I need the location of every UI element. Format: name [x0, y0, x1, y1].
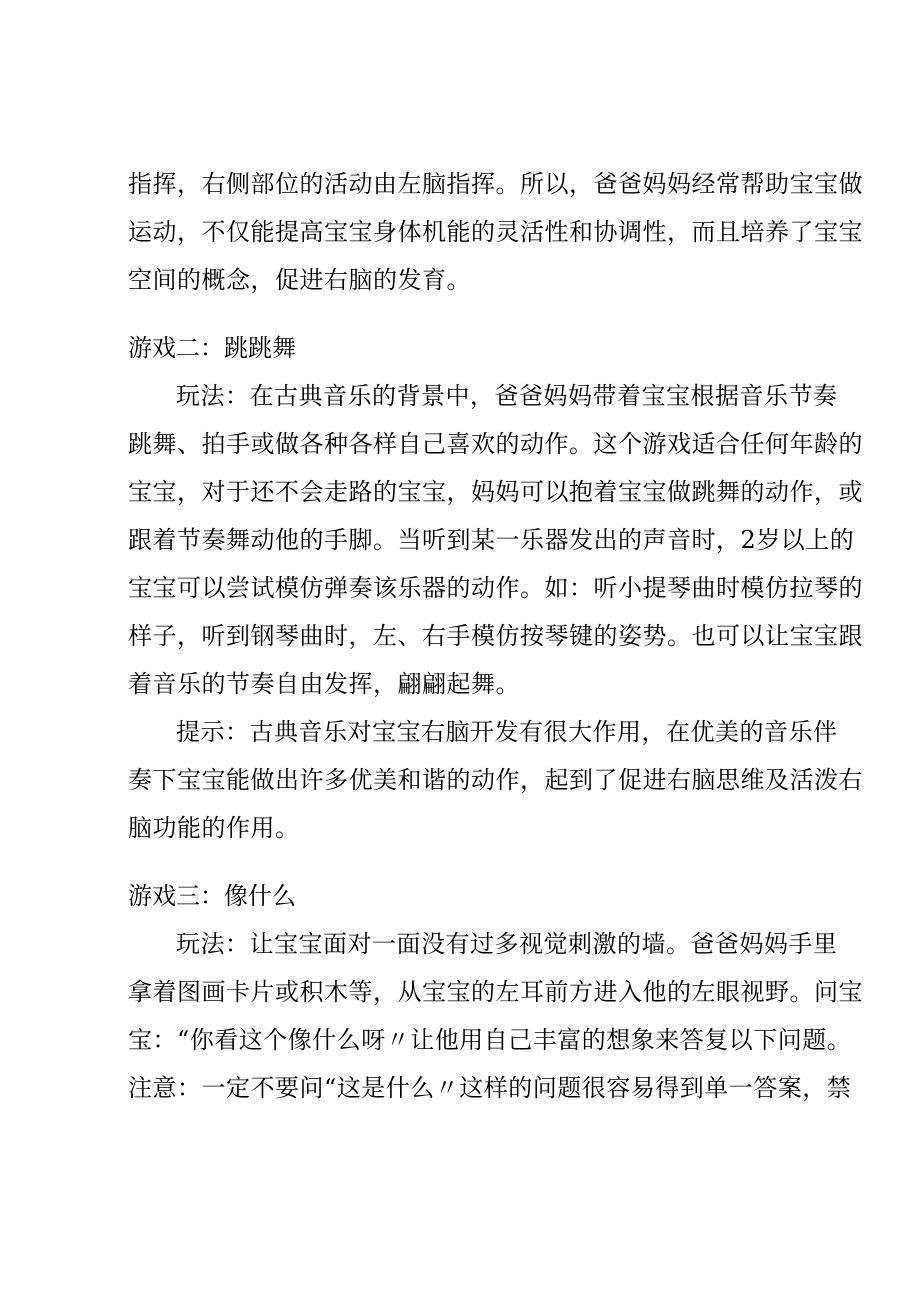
paragraph-line: 脑功能的作用。	[128, 814, 300, 842]
paragraph-line: 玩法：让宝宝面对一面没有过多视觉刺激的墙。爸爸妈妈手里	[176, 930, 838, 958]
paragraph-line: 指挥，右侧部位的活动由左脑指挥。所以，爸爸妈妈经常帮助宝宝做	[128, 170, 863, 198]
section-heading-game-2: 游戏二：跳跳舞	[128, 334, 296, 362]
paragraph-line: 样子，听到钢琴曲时，左、右手模仿按琴键的姿势。也可以让宝宝跟	[128, 622, 863, 650]
paragraph-line: 着音乐的节奏自由发挥，翩翩起舞。	[128, 670, 520, 698]
paragraph-line: 跳舞、拍手或做各种各样自己喜欢的动作。这个游戏适合任何年龄的	[128, 430, 863, 458]
paragraph-line: 宝宝可以尝试模仿弹奏该乐器的动作。如：听小提琴曲时模仿拉琴的	[128, 574, 863, 602]
paragraph-line: 空间的概念，促进右脑的发育。	[128, 266, 471, 294]
paragraph-line: 宝：“你看这个像什么呀〃让他用自己丰富的想象来答复以下问题。	[128, 1026, 852, 1054]
paragraph-line: 跟着节奏舞动他的手脚。当听到某一乐器发出的声音时，2岁以上的	[128, 526, 855, 554]
paragraph-line: 提示：古典音乐对宝宝右脑开发有很大作用，在优美的音乐伴	[176, 718, 838, 746]
paragraph-line: 奏下宝宝能做出许多优美和谐的动作，起到了促进右脑思维及活泼右	[128, 766, 863, 794]
paragraph-line: 宝宝，对于还不会走路的宝宝，妈妈可以抱着宝宝做跳舞的动作，或	[128, 478, 863, 506]
paragraph-line: 注意：一定不要问“这是什么〃这样的问题很容易得到单一答案，禁	[128, 1074, 852, 1102]
paragraph-line: 拿着图画卡片或积木等，从宝宝的左耳前方进入他的左眼视野。问宝	[128, 978, 863, 1006]
paragraph-line: 运动，不仅能提高宝宝身体机能的灵活性和协调性，而且培养了宝宝	[128, 218, 863, 246]
paragraph-line: 玩法：在古典音乐的背景中，爸爸妈妈带着宝宝根据音乐节奏	[176, 382, 838, 410]
section-heading-game-3: 游戏三：像什么	[128, 882, 296, 910]
